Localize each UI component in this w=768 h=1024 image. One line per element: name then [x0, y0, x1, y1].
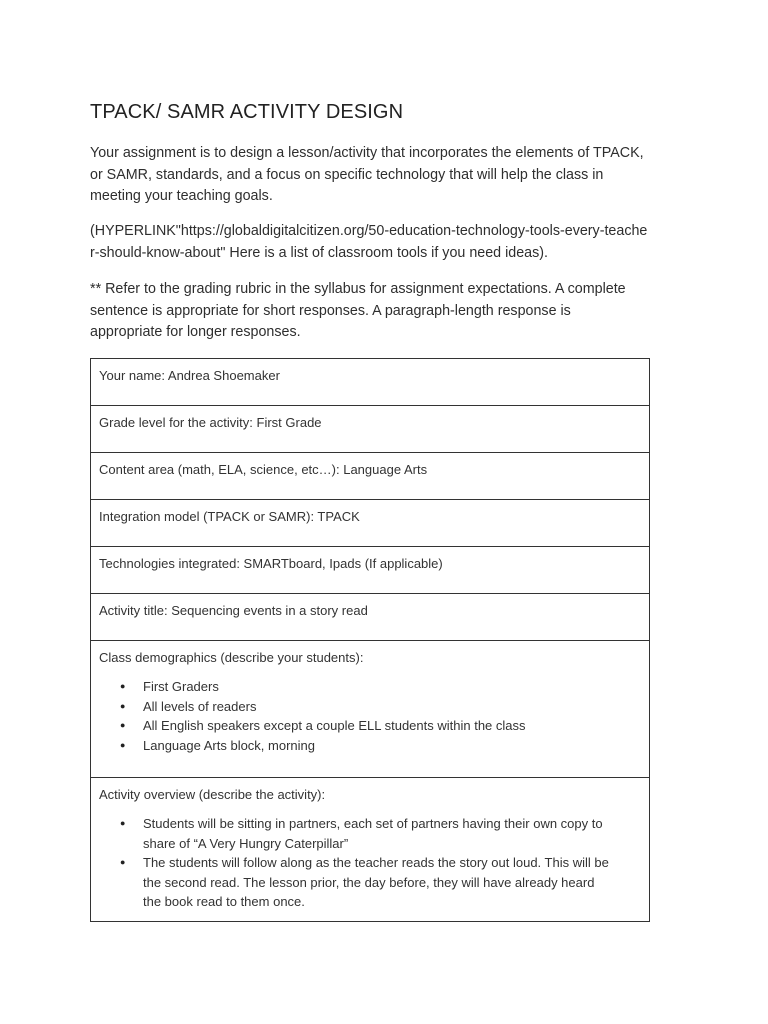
table-row: [91, 406, 650, 453]
intro-line: meeting your teaching goals.: [90, 188, 273, 204]
table-row: [91, 500, 650, 547]
document-title: TPACK/ SAMR ACTIVITY DESIGN: [90, 101, 404, 123]
grade-level-cell: [91, 406, 650, 453]
content-area-field: Content area (math, ELA, science, etc…): Language Arts: [99, 462, 428, 477]
activity-title-field: Activity title: Sequencing events in a story read: [99, 603, 368, 618]
list-item-text: ● Students will be sitting in partners, each set of partners having their own copy to: [143, 816, 603, 831]
table-row: [91, 641, 650, 778]
overview-cell: [91, 778, 650, 922]
list-item: [99, 853, 641, 912]
name-cell: [91, 359, 650, 406]
rubric-line: appropriate for longer responses.: [90, 324, 301, 340]
overview-list: [99, 814, 641, 912]
list-item-text: ● The students will follow along as the teacher reads the story out loud. This will be: [143, 855, 609, 870]
technologies-field: Technologies integrated: SMARTboard, Ipads (If applicable): [99, 556, 443, 571]
list-item-text: ● All levels of readers: [143, 698, 257, 714]
list-item-text: ● Language Arts block, morning: [143, 737, 315, 753]
list-item-text: ● First Graders: [143, 679, 219, 694]
integration-model-cell: [91, 500, 650, 547]
overview-label: Activity overview (describe the activity):: [99, 787, 326, 802]
activity-form-table: [90, 358, 650, 922]
list-item-text: ● All English speakers except a couple ELL students within the class: [143, 718, 526, 733]
table-row: [91, 359, 650, 406]
activity-title-cell: [91, 594, 650, 641]
name-field: Your name: Andrea Shoemaker: [99, 368, 280, 383]
table-row: [91, 547, 650, 594]
rubric-paragraph: [90, 279, 690, 344]
intro-line: or SAMR, standards, and a focus on specific technology that will help the class in: [90, 166, 604, 183]
table-row: [91, 594, 650, 641]
demographics-cell: [91, 641, 650, 778]
technologies-cell: [91, 547, 650, 594]
content-area-cell: [91, 453, 650, 500]
table-row: [91, 778, 650, 922]
list-item-text: the second read. The lesson prior, the day before, they will have already heard: [143, 874, 595, 890]
grade-level-field: Grade level for the activity: First Grade: [99, 415, 322, 430]
list-item: [99, 814, 641, 853]
list-item: [99, 677, 641, 697]
list-item-text: the book read to them once.: [143, 894, 305, 909]
integration-model-field: Integration model (TPACK or SAMR): TPACK: [99, 509, 360, 524]
list-item-text: share of “A Very Hungry Caterpillar”: [143, 835, 349, 851]
rubric-line: ** Refer to the grading rubric in the syllabus for assignment expectations. A complete: [90, 281, 626, 297]
list-item: [99, 716, 641, 736]
list-item: [99, 736, 641, 756]
list-item: [99, 697, 641, 717]
demographics-list: [99, 677, 641, 755]
intro-line: Your assignment is to design a lesson/activity that incorporates the elements of TPACK,: [90, 145, 644, 161]
hyperlink-paragraph: [90, 221, 690, 264]
table-row: [91, 453, 650, 500]
hyperlink-line: (HYPERLINK"https://globaldigitalcitizen.org/50-education-technology-tools-every-teache: [90, 223, 648, 239]
demographics-label: Class demographics (describe your students):: [99, 650, 364, 665]
hyperlink-line: r-should-know-about" Here is a list of classroom tools if you need ideas).: [90, 244, 549, 261]
intro-paragraph: [90, 143, 690, 208]
rubric-line: sentence is appropriate for short responses. A paragraph-length response is: [90, 302, 571, 319]
